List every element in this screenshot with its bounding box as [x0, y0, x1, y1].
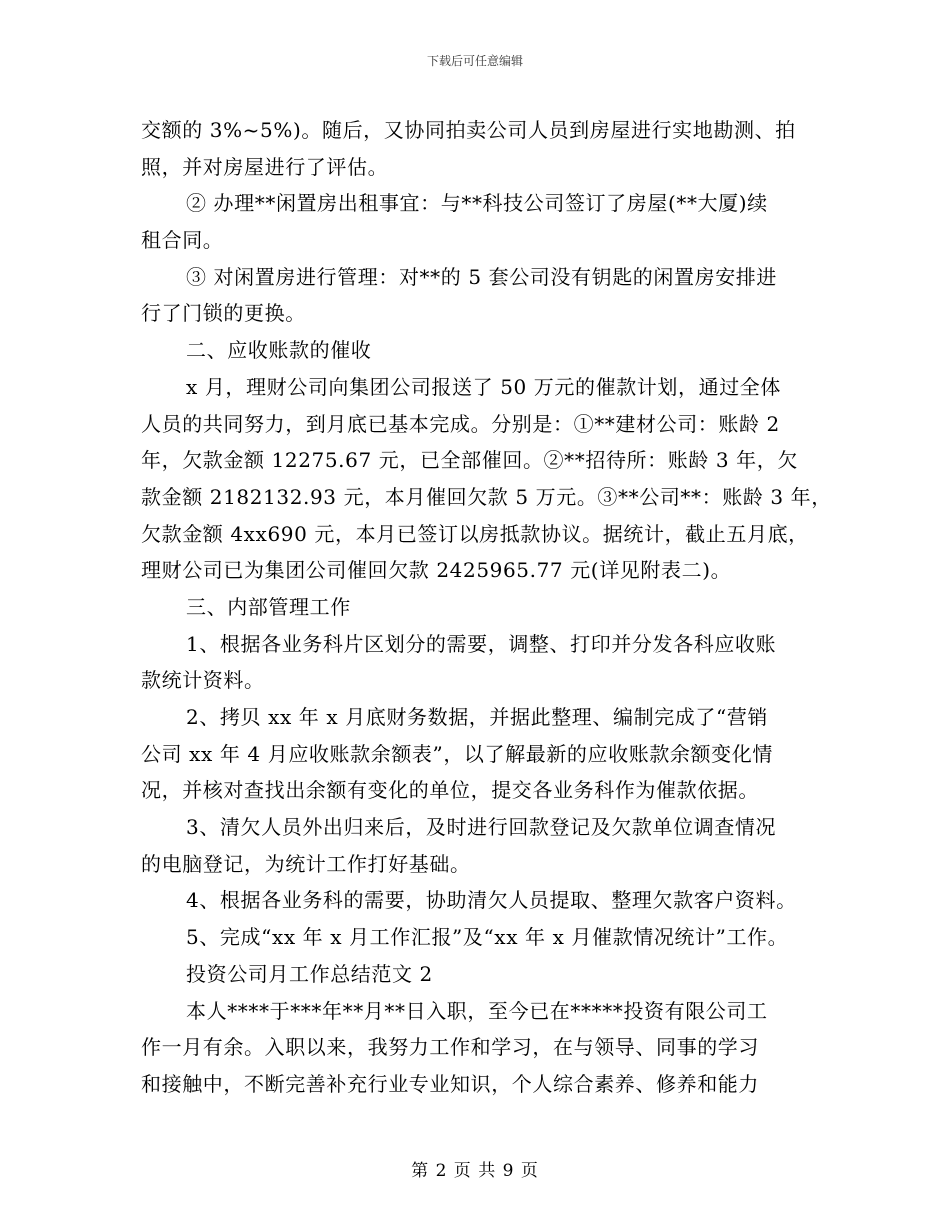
- text-line: 款金额 2182132.93 元，本月催回欠款 5 万元。③**公司**：账龄 3 年，: [141, 484, 832, 509]
- text-line: 1、根据各业务科片区划分的需要，调整、打印并分发各科应收账: [186, 631, 777, 656]
- text-line: 和接触中，不断完善补充行业专业知识，个人综合素养、修养和能力: [141, 1071, 759, 1096]
- text-line: 4、根据各业务科的需要，协助清欠人员提取、整理欠款客户资料。: [186, 888, 797, 913]
- text-line: 二、应收账款的催收: [186, 338, 372, 363]
- text-line: 公司 xx 年 4 月应收账款余额表”，以了解最新的应收账款余额变化情: [141, 741, 773, 766]
- text-line: 本人****于***年**月**日入职，至今已在*****投资有限公司工: [186, 998, 768, 1023]
- text-line: 的电脑登记，为统计工作打好基础。: [141, 851, 471, 876]
- text-line: 作一月有余。入职以来，我努力工作和学习，在与领导、同事的学习: [141, 1035, 759, 1060]
- text-line: 款统计资料。: [141, 668, 265, 693]
- text-line: ② 办理**闲置房出租事宜：与**科技公司签订了房屋(**大厦)续: [186, 191, 768, 216]
- text-line: 欠款金额 4xx690 元，本月已签订以房抵款协议。据统计，截止五月底，: [141, 521, 809, 546]
- text-line: 照，并对房屋进行了评估。: [141, 154, 389, 179]
- text-line: 5、完成“xx 年 x 月工作汇报”及“xx 年 x 月催款情况统计”工作。: [186, 925, 789, 950]
- text-line: ③ 对闲置房进行管理：对**的 5 套公司没有钥匙的闲置房安排进: [186, 264, 777, 289]
- page-header: 下载后可任意编辑: [426, 54, 523, 68]
- text-line: 租合同。: [141, 228, 224, 253]
- text-line: 交额的 3%~5%)。随后，又协同拍卖公司人员到房屋进行实地勘测、拍: [141, 118, 796, 142]
- text-line: 三、内部管理工作: [186, 594, 351, 619]
- page-number: 第 2 页 共 9 页: [411, 1161, 539, 1181]
- text-line: 2、拷贝 xx 年 x 月底财务数据，并据此整理、编制完成了“营销: [186, 705, 769, 729]
- document-body: [141, 112, 832, 1103]
- text-line: 况，并核对查找出余额有变化的单位，提交各业务科作为催款依据。: [141, 778, 759, 803]
- text-line: 行了门锁的更换。: [141, 301, 306, 326]
- text-line: 理财公司已为集团公司催回欠款 2425965.77 元(详见附表二)。: [141, 558, 732, 583]
- text-line: x 月，理财公司向集团公司报送了 50 万元的催款计划，通过全体: [186, 374, 782, 399]
- text-line: 人员的共同努力，到月底已基本完成。分别是：①**建材公司：账龄 2: [141, 411, 780, 436]
- text-line: 年，欠款金额 12275.67 元，已全部催回。②**招待所：账龄 3 年，欠: [141, 448, 798, 473]
- text-line: 3、清欠人员外出归来后，及时进行回款登记及欠款单位调查情况: [186, 815, 777, 840]
- text-line: 投资公司月工作总结范文 2: [186, 961, 433, 986]
